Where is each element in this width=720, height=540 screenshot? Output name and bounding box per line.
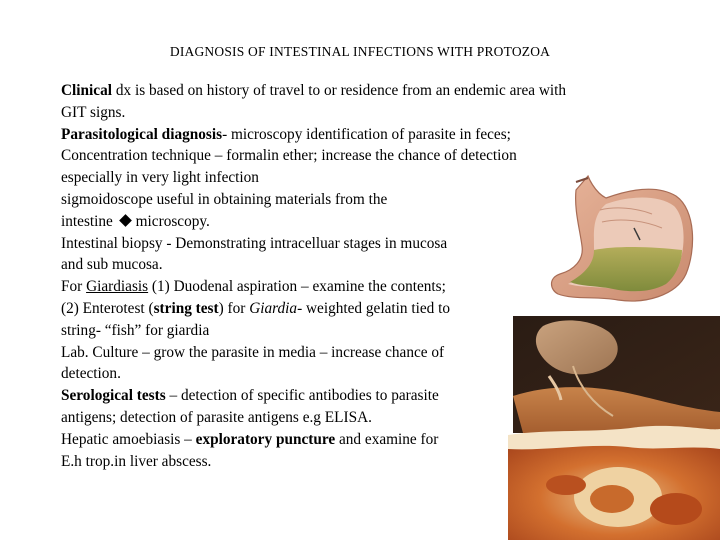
term-parasitological: Parasitological diagnosis <box>61 125 223 143</box>
term-giardiasis: Giardiasis <box>86 278 149 296</box>
text-line <box>61 80 701 102</box>
text-span: - weighted gelatin tied to <box>297 299 451 317</box>
text-line: detection. <box>61 365 121 383</box>
text-span: Hepatic amoebiasis – <box>61 430 196 448</box>
text-line: string- “fish” for giardia <box>61 321 210 339</box>
text-line: and sub mucosa. <box>61 256 163 274</box>
text-line: Lab. Culture – grow the parasite in media – increase chance of <box>61 343 445 361</box>
text-span: For <box>61 278 87 296</box>
stomach-illustration <box>536 170 706 310</box>
text-span: ) for <box>218 299 250 317</box>
text-span: intestine <box>61 212 117 230</box>
term-serological: Serological tests <box>61 387 166 405</box>
text-line: GIT signs. <box>61 103 126 121</box>
text-line: especially in very light infection <box>61 169 259 187</box>
term-string-test: string test <box>153 299 219 317</box>
text-span: (1) Duodenal aspiration – examine the contents; <box>148 278 446 296</box>
page-title: DIAGNOSIS OF INTESTINAL INFECTIONS WITH PROTOZOA <box>169 44 551 59</box>
text-line: sigmoidoscope useful in obtaining materials from the <box>61 190 388 208</box>
text-span: – detection of specific antibodies to parasite <box>165 387 439 405</box>
text-span: microscopy. <box>135 212 210 230</box>
liver-abscess-photo <box>508 405 720 540</box>
text-line: Intestinal biopsy - Demonstrating intracelluar stages in mucosa <box>61 234 448 252</box>
text-line <box>61 124 701 146</box>
text-line: E.h trop.in liver abscess. <box>61 452 212 470</box>
text-span: and examine for <box>335 430 439 448</box>
text-span: dx is based on history of travel to or residence from an endemic area with <box>112 82 567 99</box>
term-exploratory-puncture: exploratory puncture <box>195 430 336 448</box>
term-clinical: Clinical <box>61 82 112 99</box>
text-span: - microscopy identification of parasite in feces; <box>222 125 511 143</box>
text-line: Concentration technique – formalin ether; increase the chance of detection <box>61 147 517 165</box>
text-span: (2) Enterotest ( <box>61 299 154 317</box>
term-giardia: Giardia <box>249 299 298 317</box>
text-line: antigens; detection of parasite antigens e.g ELISA. <box>61 408 372 426</box>
diamond-bullet-icon <box>119 214 132 227</box>
